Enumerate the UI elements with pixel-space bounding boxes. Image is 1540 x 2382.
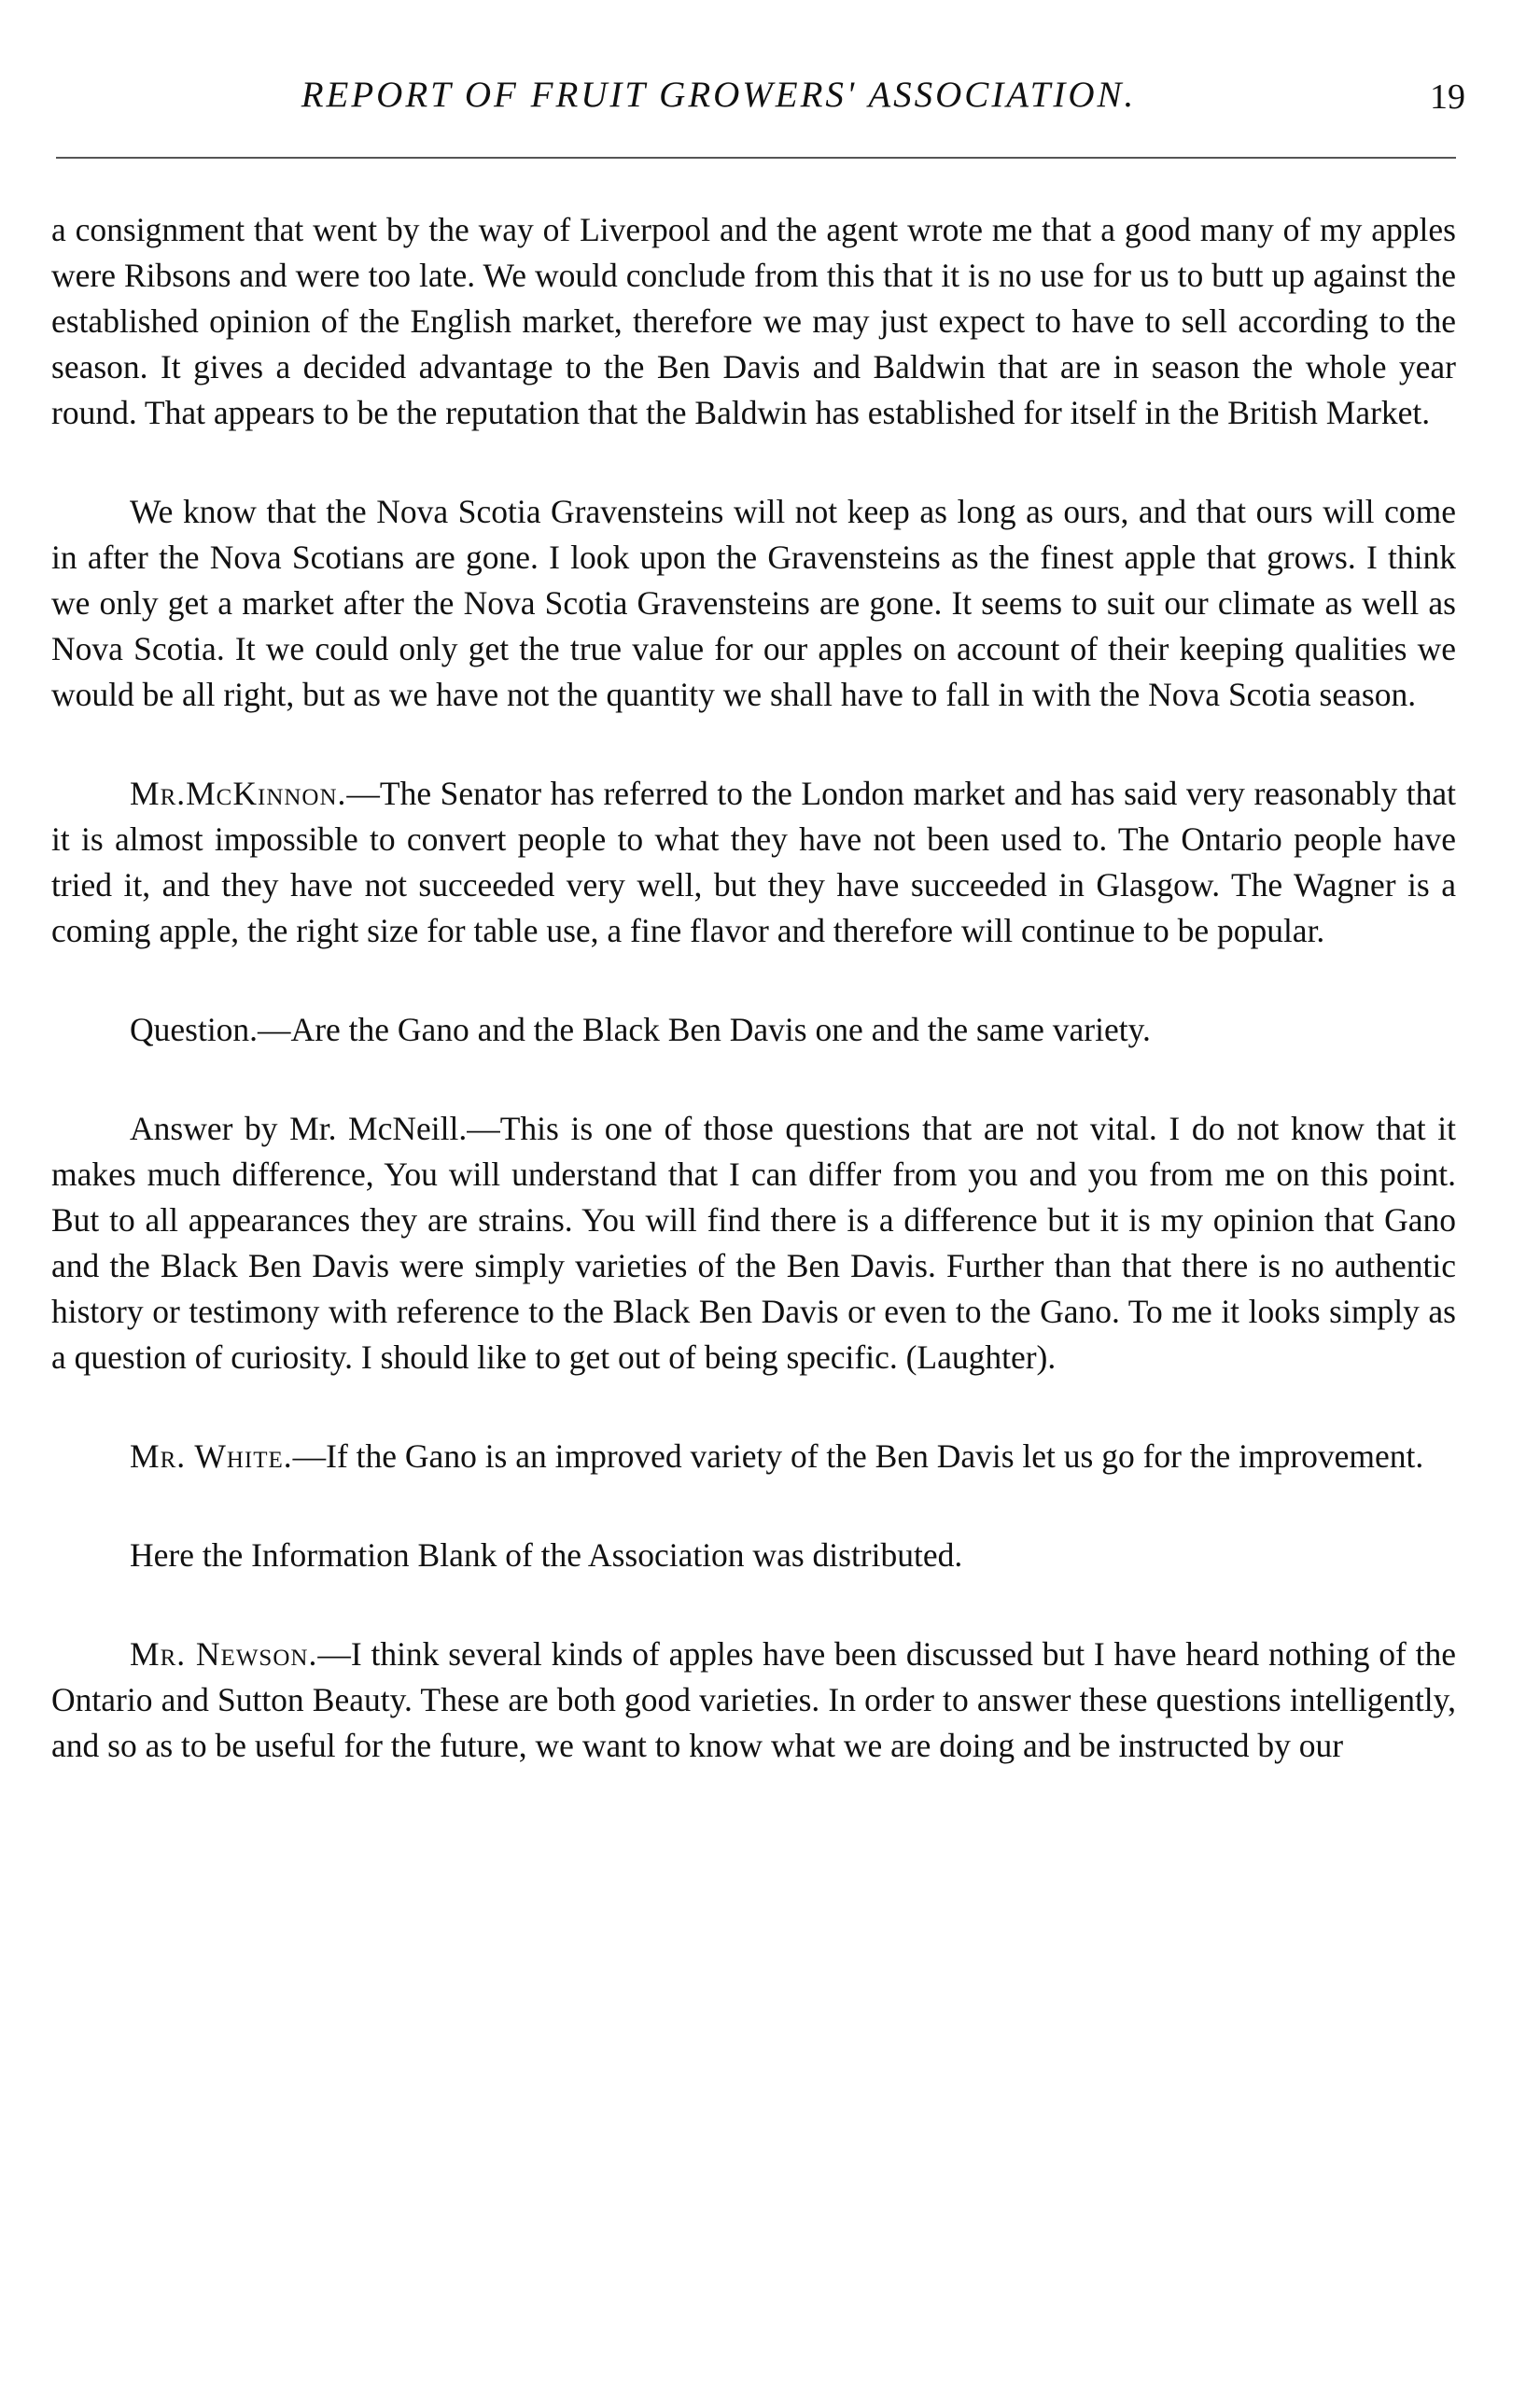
paragraph-text: Answer by Mr. McNeill.—This is one of those questions that are not vital. I do not know that it makes much difference, You will understand that I can differ from you and you from me on this point. But to all appearances they are strains. You will find there is a difference but it is my opinion that Gano and the Black Ben Davis were simply varieties of the Ben Davis. Further than that there is no authentic history or testimony with reference to the Black Ben Davis or even to the Gano. To me it looks simply as a question of curiosity. I should like to get out of being specific. (Laughter). bbox=[51, 1110, 1456, 1376]
paragraph-text: —I think several kinds of apples have been discussed but I have heard nothing of the Ontario and Sutton Beauty. These are both good varieties. In order to answer these questions intelligently, and so as to be useful for the future, we want to know what we are doing and be instructed by our bbox=[51, 1635, 1456, 1764]
paragraph bbox=[51, 207, 1456, 436]
paragraph bbox=[51, 771, 1456, 954]
body-text bbox=[51, 207, 1456, 1822]
header-rule bbox=[56, 157, 1456, 159]
paragraph bbox=[51, 1007, 1456, 1053]
running-head bbox=[0, 67, 1540, 123]
paragraph-text: Question.—Are the Gano and the Black Ben Davis one and the same variety. bbox=[130, 1011, 1151, 1048]
paragraph bbox=[51, 1106, 1456, 1380]
speaker-name: Mr.McKinnon. bbox=[130, 775, 347, 812]
paragraph bbox=[51, 489, 1456, 718]
speaker-name: Mr. Newson. bbox=[130, 1635, 318, 1673]
page-number: 19 bbox=[1430, 77, 1465, 117]
paragraph bbox=[51, 1632, 1456, 1769]
speaker-name: Mr. White. bbox=[130, 1437, 293, 1475]
paragraph-text: a consignment that went by the way of Liverpool and the agent wrote me that a good many of my apples were Ribsons and were too late. We would conclude from this that it is no use for us to butt up against the established opinion of the English market, therefore we may just expect to have to sell according to the season. It gives a decided advantage to the Ben Davis and Baldwin that are in season the whole year round. That appears to be the reputation that the Baldwin has established for itself in the British Market. bbox=[51, 211, 1456, 431]
paragraph-text: —The Senator has referred to the London market and has said very reasonably that it is almost impossible to convert people to what they have not been used to. The Ontario people have tried it, and they have not succeeded very well, but they have succeeded in Glasgow. The Wagner is a coming apple, the right size for table use, a fine flavor and therefore will continue to be popular. bbox=[51, 775, 1456, 949]
running-title: REPORT OF FRUIT GROWERS' ASSOCIATION. bbox=[301, 75, 1137, 115]
paragraph bbox=[51, 1434, 1456, 1479]
paragraph-text: Here the Information Blank of the Association was distributed. bbox=[130, 1536, 963, 1574]
paragraph-text: We know that the Nova Scotia Gravensteins will not keep as long as ours, and that ours will come in after the Nova Scotians are gone. I look upon the Gravensteins as the finest apple that grows. I think we only get a market after the Nova Scotia Gravensteins are gone. It seems to suit our climate as well as Nova Scotia. It we could only get the true value for our apples on account of their keeping qualities we would be all right, but as we have not the quantity we shall have to fall in with the Nova Scotia season. bbox=[51, 493, 1456, 713]
paragraph-text: —If the Gano is an improved variety of the Ben Davis let us go for the improvement. bbox=[292, 1437, 1424, 1475]
paragraph bbox=[51, 1533, 1456, 1578]
